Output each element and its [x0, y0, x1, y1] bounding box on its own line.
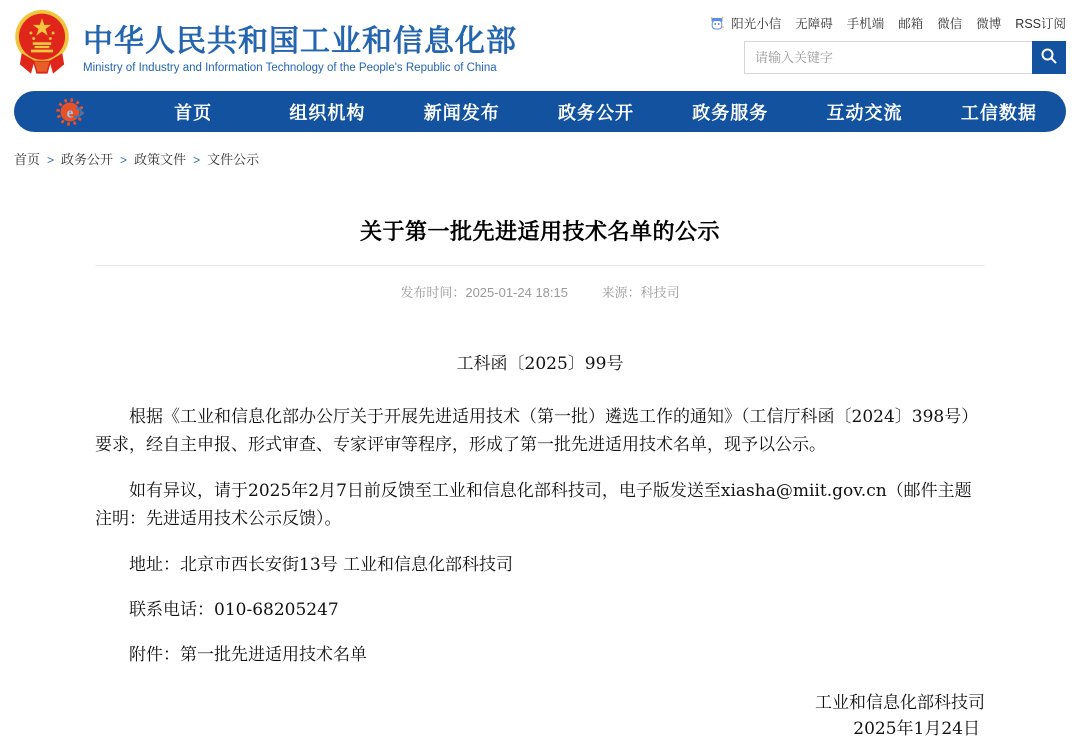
nav-item-gov-disclosure[interactable]: 政务公开 [557, 102, 634, 123]
paragraph-attachment: 附件：第一批先进适用技术名单 [129, 645, 367, 665]
nav-item-interaction[interactable]: 互动交流 [826, 102, 903, 123]
quick-link-weibo[interactable]: 微博 [976, 17, 1002, 31]
breadcrumb-separator: > [120, 153, 128, 167]
national-emblem-icon [14, 9, 70, 86]
signature-block [95, 690, 985, 742]
article-title: 关于第一批先进适用技术名单的公示 [359, 219, 720, 244]
quick-link-mobile[interactable]: 手机端 [846, 17, 885, 31]
paragraph-basis: 根据《工业和信息化部办公厅关于开展先进适用技术（第一批）遴选工作的通知》（工信厅科函〔2024〕398号）要求，经自主申报、形式审查、专家评审等程序，形成了第一批先进适用技术名单，现予以公示。 [95, 407, 979, 455]
article-body [95, 349, 985, 742]
breadcrumb-separator: > [47, 153, 55, 167]
paragraph-phone: 联系电话：010-68205247 [129, 600, 339, 620]
doc-number: 工科函〔2025〕99号 [456, 354, 624, 374]
site-logo-home-link[interactable] [14, 9, 517, 86]
breadcrumb-policy-documents[interactable]: 政策文件 [134, 152, 187, 167]
quick-link-accessibility[interactable]: 无障碍 [795, 17, 833, 31]
article [95, 215, 985, 742]
article-meta [95, 282, 985, 301]
quick-link-rss[interactable]: RSS订阅 [1015, 17, 1066, 31]
main-nav [14, 91, 1066, 132]
signature-date: 2025年1月24日 [853, 719, 980, 739]
svg-text:e: e [66, 105, 74, 121]
signature-department: 工业和信息化部科技司 [815, 693, 985, 713]
site-name-en: Ministry of Industry and Information Technology of the People's Republic of China [83, 62, 497, 75]
article-source: 来源：科技司 [601, 285, 680, 300]
nav-item-data[interactable]: 工信数据 [960, 102, 1037, 123]
header-right [709, 9, 1066, 74]
brand-titles [83, 21, 517, 75]
site-header [0, 0, 1080, 91]
search-box [744, 41, 1066, 74]
title-divider [95, 265, 985, 266]
search-input[interactable] [744, 41, 1032, 74]
quick-links [709, 14, 1066, 32]
mascot-icon [709, 15, 725, 32]
paragraph-objection: 如有异议，请于2025年2月7日前反馈至工业和信息化部科技司，电子版发送至xiasha@miit.gov.cn（邮件主题注明：先进适用技术公示反馈）。 [95, 481, 972, 529]
breadcrumb-gov-disclosure[interactable]: 政务公开 [61, 152, 114, 167]
nav-item-home[interactable]: 首页 [174, 102, 213, 123]
nav-item-news[interactable]: 新闻发布 [423, 102, 500, 123]
search-button[interactable] [1032, 41, 1066, 74]
breadcrumb-document-publicity[interactable]: 文件公示 [207, 152, 260, 167]
quick-link-mail[interactable]: 邮箱 [898, 17, 924, 31]
quick-link-wechat[interactable]: 微信 [937, 17, 963, 31]
nav-item-gov-services[interactable]: 政务服务 [692, 102, 769, 123]
site-name-cn: 中华人民共和国工业和信息化部 [83, 24, 517, 58]
search-icon [1040, 47, 1058, 68]
publish-time: 发布时间：2025-01-24 18:15 [400, 285, 568, 300]
breadcrumb-separator: > [193, 153, 201, 167]
nav-item-organization[interactable]: 组织机构 [289, 102, 366, 123]
breadcrumb [0, 132, 1080, 178]
paragraph-address: 地址：北京市西长安街13号 工业和信息化部科技司 [129, 555, 514, 575]
breadcrumb-home[interactable]: 首页 [14, 152, 41, 167]
gear-logo-icon[interactable] [14, 98, 126, 126]
quick-link-yangguangxiaoxin[interactable]: 阳光小信 [731, 17, 782, 31]
